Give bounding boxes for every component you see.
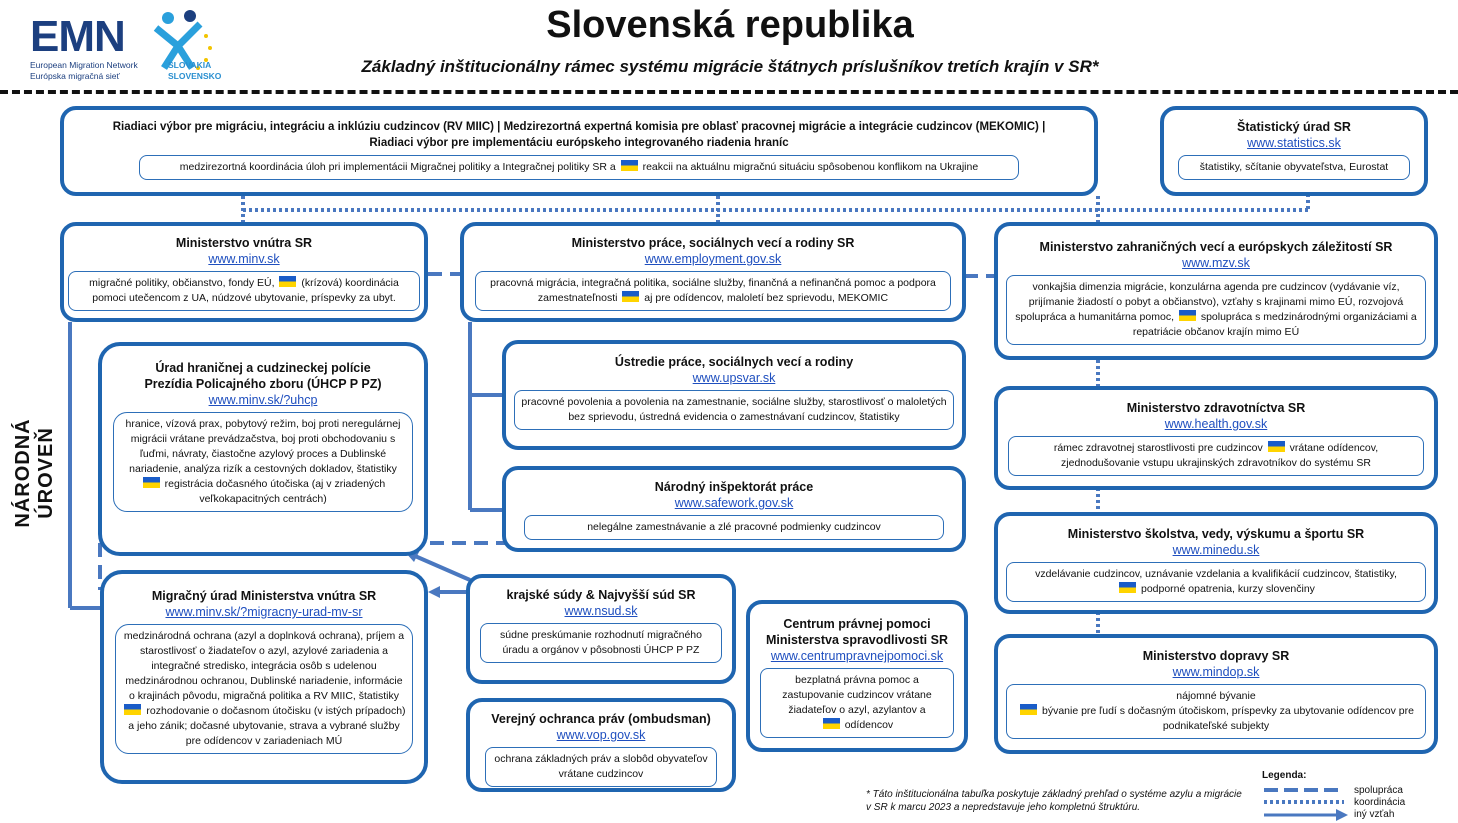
legal-aid-desc <box>760 668 954 738</box>
box-minedu <box>994 512 1438 614</box>
rv-miic-title-1: Riadiaci výbor pre migráciu, integráciu a inklúziu cudzincov (RV MIIC) | Medzirezortná expertná komisia pre oblasť pracovnej migrácie a integrácie cudzincov (MEKOMIC) | <box>112 121 1046 133</box>
safework-desc: nelegálne zamestnávanie a zlé pracovné podmienky cudzincov <box>524 515 944 540</box>
box-uhcp <box>98 342 428 556</box>
page-subtitle: Základný inštitucionálny rámec systému migrácie štátnych príslušníkov tretích krajín v SR* <box>361 57 1099 76</box>
legend-lines <box>1262 770 1352 822</box>
legal-aid-title-2: Ministerstva spravodlivosti SR <box>765 633 948 647</box>
minedu-title: Ministerstvo školstva, vedy, výskumu a športu SR <box>1067 527 1365 541</box>
ukraine-flag-icon <box>621 160 638 171</box>
courts-title: krajské súdy & Najvyšší súd SR <box>506 588 696 602</box>
rv-miic-desc-b: reakcii na aktuálnu migračnú situáciu spôsobenou konflikom na Ukrajine <box>642 161 979 173</box>
legend-item-coordination: koordinácia <box>1354 797 1406 808</box>
mindop-desc-a: nájomné bývanie <box>1176 690 1256 702</box>
employment-title: Ministerstvo práce, sociálnych vecí a rodiny SR <box>571 236 855 250</box>
mzv-link[interactable]: www.mzv.sk <box>1182 256 1250 270</box>
uhcp-desc-b: registrácia dočasného útočiska (aj v zriadených veľkokapacitných centrách) <box>164 478 386 505</box>
upsvar-title: Ústredie práce, sociálnych vecí a rodiny <box>614 355 854 369</box>
ukraine-flag-icon <box>622 291 639 302</box>
employment-link[interactable]: www.employment.gov.sk <box>644 252 782 266</box>
ukraine-flag-icon <box>1268 441 1285 452</box>
header-divider <box>0 90 1458 94</box>
rv-miic-desc <box>139 155 1019 180</box>
box-migration-office <box>100 570 428 784</box>
ukraine-flag-icon <box>124 704 141 715</box>
health-link[interactable]: www.health.gov.sk <box>1164 417 1268 431</box>
logo-sub1: European Migration Network <box>30 60 138 70</box>
uhcp-desc <box>113 412 413 512</box>
mzv-desc <box>1006 275 1426 345</box>
box-legal-aid <box>746 600 968 752</box>
box-statistics <box>1160 106 1428 196</box>
uhcp-title-2: Prezídia Policajného zboru (ÚHCP P PZ) <box>144 377 382 391</box>
legend-title: Legenda: <box>1262 770 1307 781</box>
ukraine-flag-icon <box>143 477 160 488</box>
minv-desc <box>68 271 420 311</box>
mindop-desc-b: bývanie pre ľudí s dočasným útočiskom, príspevky za ubytovanie odídencov pre podnikateľské subjekty <box>1041 705 1414 732</box>
ukraine-flag-icon <box>1020 704 1037 715</box>
logo-country1: SLOVAKIA <box>168 60 212 70</box>
employment-desc <box>475 271 951 311</box>
side-label: NÁRODNÁ ÚROVEŇ <box>12 418 57 528</box>
legend-item-other: iný vzťah <box>1354 809 1395 820</box>
box-courts <box>466 574 736 684</box>
health-title: Ministerstvo zdravotníctva SR <box>1126 401 1306 415</box>
mindop-title: Ministerstvo dopravy SR <box>1142 649 1290 663</box>
ukraine-flag-icon <box>823 718 840 729</box>
minedu-desc-a: vzdelávanie cudzincov, uznávanie vzdelania a kvalifikácií cudzincov, štatistiky, <box>1035 568 1397 580</box>
safework-link[interactable]: www.safework.gov.sk <box>674 496 794 510</box>
minv-desc-b: (krízová) koordinácia pomoci utečencom z UA, núdzové ubytovanie, príspevky za ubyt. <box>92 277 399 304</box>
minv-desc-a: migračné politiky, občianstvo, fondy EÚ, <box>89 277 275 289</box>
uhcp-title-1: Úrad hraničnej a cudzineckej polície <box>155 361 371 375</box>
ombudsman-title: Verejný ochranca práv (ombudsman) <box>491 712 711 726</box>
ukraine-flag-icon <box>1179 310 1196 321</box>
logo-sub2: Európska migračná sieť <box>30 71 120 81</box>
health-desc-b: vrátane odídencov, zjednodušovanie vstupu ukrajinských zdravotníkov do systému SR <box>1061 442 1379 469</box>
legal-aid-desc-a: bezplatná právna pomoc a zastupovanie cudzincov vrátane žiadateľov o azyl, azylantov a <box>782 674 932 716</box>
legal-aid-desc-b: odídencov <box>844 719 894 731</box>
statistics-title: Štatistický úrad SR <box>1237 120 1351 134</box>
migration-office-desc <box>115 624 413 754</box>
box-mindop <box>994 634 1438 754</box>
upsvar-link[interactable]: www.upsvar.sk <box>692 371 776 385</box>
upsvar-desc: pracovné povolenia a povolenia na zamestnanie, sociálne služby, starostlivosť o maloletých bez sprievodu, ústredná evidencia o zamestnávaní cudzincov, štatistiky <box>514 390 954 430</box>
legal-aid-link[interactable]: www.centrumpravnejpomoci.sk <box>770 649 944 663</box>
box-minv <box>60 222 428 322</box>
box-mzv <box>994 222 1438 360</box>
ukraine-flag-icon <box>279 276 296 287</box>
box-ombudsman <box>466 698 736 792</box>
migration-office-desc-b: rozhodovanie o dočasnom útočisku (v istých prípadoch) a jeho zánik; dočasné ubytovanie, strava a vybrané služby pre odídencov v zariadeniach MÚ <box>128 705 406 747</box>
rv-miic-title-2: Riadiaci výbor pre implementáciu európskeho integrovaného riadenia hraníc <box>369 137 789 149</box>
ukraine-flag-icon <box>1119 582 1136 593</box>
box-rv-miic <box>60 106 1098 196</box>
box-employment <box>460 222 966 322</box>
mzv-desc-a: vonkajšia dimenzia migrácie, konzulárna agenda pre cudzincov (vydávanie víz, prijímanie žiadostí o pobyt a občianstvo), vzťahy s krajinami mimo EÚ, rozvojová spolupráca a humanitárna pomoc, <box>1015 281 1404 323</box>
page-title: Slovenská republika <box>546 4 914 46</box>
ombudsman-link[interactable]: www.vop.gov.sk <box>556 728 646 742</box>
uhcp-link[interactable]: www.minv.sk/?uhcp <box>208 393 318 407</box>
health-desc <box>1008 436 1424 476</box>
footnote: * Táto inštitucionálna tabuľka poskytuje základný prehľad o systéme azylu a migrácie v SR k marcu 2023 a nepredstavuje jeho kompletnú štruktúru. <box>866 789 1242 813</box>
ombudsman-desc: ochrana základných práv a slobôd obyvateľov vrátane cudzincov <box>485 747 717 787</box>
minedu-desc <box>1006 562 1426 602</box>
courts-desc: súdne preskúmanie rozhodnutí migračného úradu a orgánov v pôsobnosti ÚHCP P PZ <box>480 623 722 663</box>
employment-desc-b: aj pre odídencov, maloletí bez sprievodu, MEKOMIC <box>644 292 889 304</box>
mzv-title: Ministerstvo zahraničných vecí a európskych záležitostí SR <box>1039 240 1393 254</box>
legend-item-cooperation: spolupráca <box>1354 785 1403 796</box>
migration-office-desc-a: medzinárodná ochrana (azyl a doplnková ochrana), príjem a starostlivosť o žiadateľov o azyl, azylové zariadenia a integračné stredisko, integrácia osôb s udelenou medzinárodnou ochranou, Dublinské nariadenie, informácie o krajinách pôvodu, migračná politika a RV MIIC, štatistiky <box>123 630 405 702</box>
minedu-desc-b: podporné opatrenia, kurzy slovenčiny <box>1140 583 1315 595</box>
health-desc-a: rámec zdravotnej starostlivosti pre cudzincov <box>1053 442 1263 454</box>
box-upsvar <box>502 340 966 450</box>
uhcp-desc-a: hranice, vízová prax, pobytový režim, boj proti neregulárnej migrácii vrátane prevádzačstva, boj proti obchodovaniu s ľuďmi, návraty, čiastočne azylový proces a Dublinské nariadenie, analýza rizík a cestovných dokladov, štatistiky <box>125 418 401 475</box>
minedu-link[interactable]: www.minedu.sk <box>1172 543 1260 557</box>
minv-title: Ministerstvo vnútra SR <box>175 236 313 250</box>
logo-country2: SLOVENSKO <box>168 71 222 81</box>
mindop-link[interactable]: www.mindop.sk <box>1172 665 1260 679</box>
box-safework <box>502 466 966 552</box>
employment-desc-a: pracovná migrácia, integračná politika, sociálne služby, finančná a nefinančná pomoc a podpora zamestnateľnosti <box>490 277 936 304</box>
migration-office-title: Migračný úrad Ministerstva vnútra SR <box>151 589 377 603</box>
courts-link[interactable]: www.nsud.sk <box>564 604 638 618</box>
mzv-desc-b: spolupráca s medzinárodnými organizáciami a repatriácie občanov krajín mimo EÚ <box>1132 311 1417 338</box>
migration-office-link[interactable]: www.minv.sk/?migracny-urad-mv-sr <box>165 605 363 619</box>
statistics-desc: štatistiky, sčítanie obyvateľstva, Eurostat <box>1178 155 1410 180</box>
legal-aid-title-1: Centrum právnej pomoci <box>783 617 931 631</box>
statistics-link[interactable]: www.statistics.sk <box>1247 136 1341 150</box>
legend <box>1262 770 1452 822</box>
rv-miic-desc-a: medzirezortná koordinácia úloh pri implementácii Migračnej politiky a Integračnej politiky SR a <box>179 161 616 173</box>
safework-title: Národný inšpektorát práce <box>654 480 814 494</box>
logo-text: EMN <box>30 12 125 61</box>
mindop-desc <box>1006 684 1426 739</box>
box-health <box>994 386 1438 490</box>
minv-link[interactable]: www.minv.sk <box>208 252 280 266</box>
